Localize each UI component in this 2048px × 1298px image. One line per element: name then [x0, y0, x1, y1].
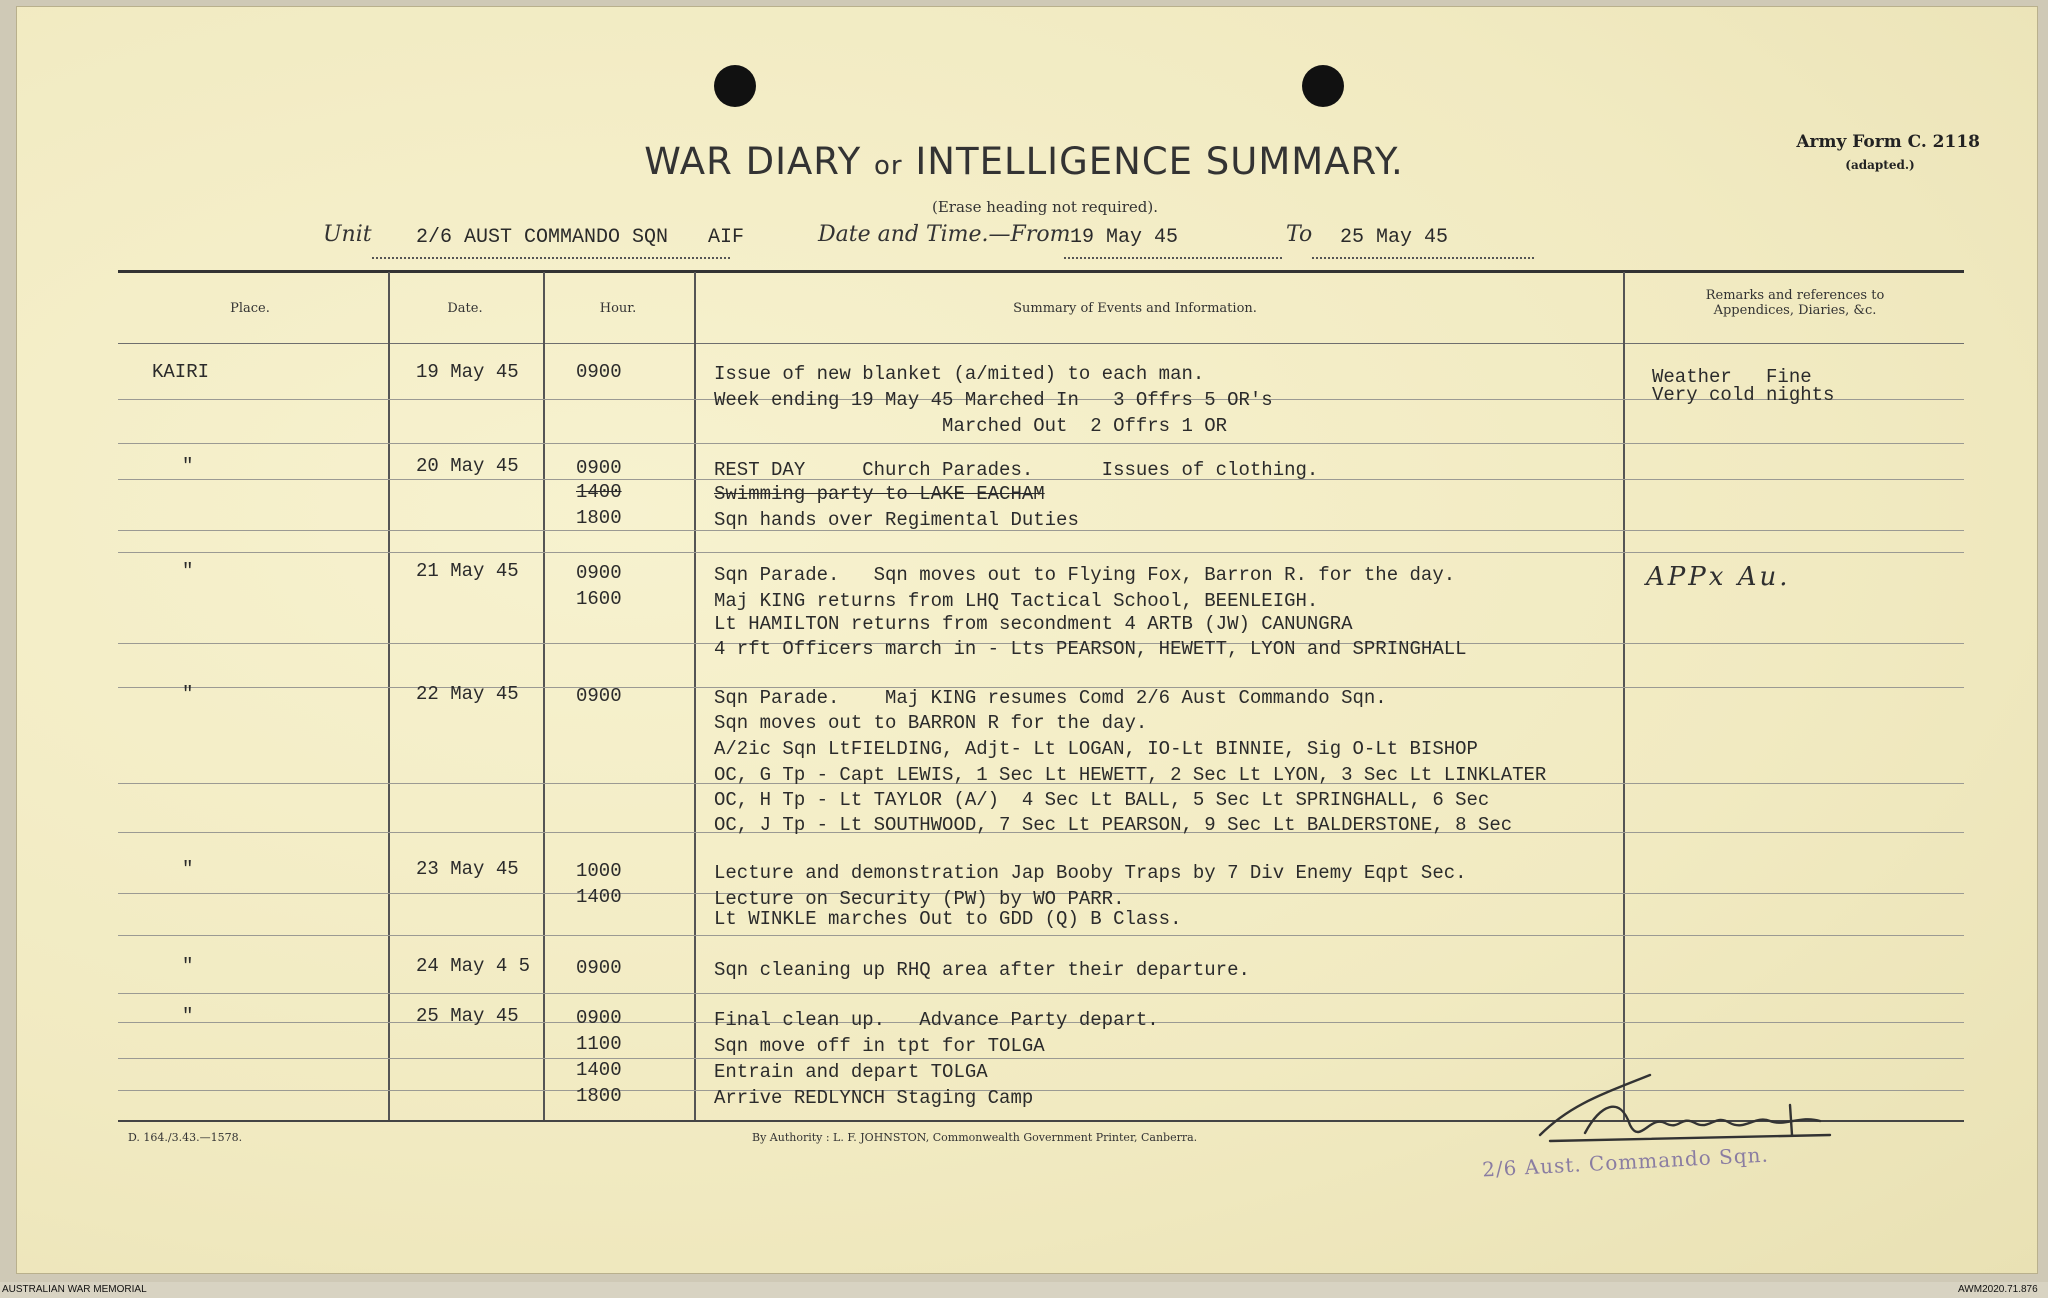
entry-remark: Very cold nights — [1652, 384, 1835, 406]
entry-place: " — [182, 560, 194, 582]
entry-summary-line: Marched Out 2 Offrs 1 OR — [714, 415, 1228, 437]
entry-date: 19 May 45 — [416, 361, 519, 383]
army-form-adapted: (adapted.) — [1845, 158, 1915, 172]
entry-hour: 1100 — [576, 1033, 622, 1055]
date-from-value: 19 May 45 — [1070, 226, 1179, 249]
entry-remark: Weather Fine — [1652, 366, 1812, 388]
handwritten-appendix-ref: APPx Au. — [1646, 562, 1791, 592]
entry-summary-line: Sqn move off in tpt for TOLGA — [714, 1035, 1045, 1057]
entry-hour: 0900 — [576, 685, 622, 707]
entry-date: 24 May 4 5 — [416, 955, 531, 977]
entry-hour: 0900 — [576, 361, 622, 383]
entry-summary-line: OC, J Tp - Lt SOUTHWOOD, 7 Sec Lt PEARSON, 9 Sec Lt BALDERSTONE, 8 Sec — [714, 814, 1513, 836]
entry-summary-line: Entrain and depart TOLGA — [714, 1061, 988, 1083]
date-time-label: Date and Time.—From — [818, 222, 1071, 247]
date-to-label: To — [1286, 222, 1313, 247]
entry-summary-line: Sqn hands over Regimental Duties — [714, 509, 1079, 531]
entry-summary-line: Issue of new blanket (a/mited) to each man. — [714, 363, 1205, 385]
form-title: WAR DIARY or INTELLIGENCE SUMMARY. — [644, 140, 1404, 183]
entry-date: 20 May 45 — [416, 455, 519, 477]
column-header-summary: Summary of Events and Information. — [1013, 301, 1257, 316]
entry-hour: 1400 — [576, 481, 622, 503]
entry-date: 23 May 45 — [416, 858, 519, 880]
column-header-hour: Hour. — [599, 301, 637, 316]
entry-summary-line: REST DAY Church Parades. Issues of clothing. — [714, 459, 1319, 481]
unit-dotted-line — [372, 257, 730, 259]
unit-value: 2/6 AUST COMMANDO SQN — [416, 226, 669, 249]
entry-hour: 1600 — [576, 588, 622, 610]
entry-summary-line: Sqn cleaning up RHQ area after their departure. — [714, 959, 1250, 981]
entry-summary-line: Final clean up. Advance Party depart. — [714, 1009, 1159, 1031]
entry-hour: 0900 — [576, 1007, 622, 1029]
entry-summary-line: A/2ic Sqn LtFIELDING, Adjt- Lt LOGAN, IO-Lt BINNIE, Sig O-Lt BISHOP — [714, 738, 1478, 760]
date-to-dotted-line — [1312, 257, 1534, 259]
printer-authority: By Authority : L. F. JOHNSTON, Commonwealth Government Printer, Canberra. — [752, 1131, 1198, 1144]
entry-hour: 0900 — [576, 457, 622, 479]
entry-hour: 1000 — [576, 860, 622, 882]
column-header-remarks: Remarks and references to Appendices, Diaries, &c. — [1705, 288, 1885, 318]
entry-summary-line: Week ending 19 May 45 Marched In 3 Offrs 5 OR's — [714, 389, 1273, 411]
entry-hour: 1400 — [576, 886, 622, 908]
entry-summary-line: OC, H Tp - Lt TAYLOR (A/) 4 Sec Lt BALL, 5 Sec Lt SPRINGHALL, 6 Sec — [714, 789, 1490, 811]
entry-place: " — [182, 1005, 194, 1027]
entry-date: 21 May 45 — [416, 560, 519, 582]
entry-summary-line: 4 rft Officers march in - Lts PEARSON, HEWETT, LYON and SPRINGHALL — [714, 638, 1467, 660]
table-top-rule — [118, 270, 1964, 273]
column-header-date: Date. — [447, 301, 483, 316]
punch-hole-right — [1302, 65, 1344, 107]
archive-reference: AWM2020.71.876 — [1958, 1284, 2038, 1295]
punch-hole-left — [714, 65, 756, 107]
entry-summary-line: Lecture and demonstration Jap Booby Traps by 7 Div Enemy Eqpt Sec. — [714, 862, 1467, 884]
entry-summary-line: OC, G Tp - Capt LEWIS, 1 Sec Lt HEWETT, 2 Sec Lt LYON, 3 Sec Lt LINKLATER — [714, 764, 1547, 786]
form-code: D. 164./3.43.—1578. — [128, 1131, 243, 1144]
entry-summary-line: Arrive REDLYNCH Staging Camp — [714, 1087, 1034, 1109]
entry-place: KAIRI — [152, 361, 210, 383]
entry-summary-line: Sqn Parade. Maj KING resumes Comd 2/6 Aust Commando Sqn. — [714, 687, 1387, 709]
entry-hour: 1800 — [576, 1085, 622, 1107]
entry-date: 22 May 45 — [416, 683, 519, 705]
date-from-dotted-line — [1064, 257, 1282, 259]
archive-credit: AUSTRALIAN WAR MEMORIAL — [2, 1284, 147, 1295]
unit-label: Unit — [323, 222, 372, 247]
date-to-value: 25 May 45 — [1340, 226, 1449, 249]
unit-suffix: AIF — [708, 226, 745, 249]
entry-hour: 1400 — [576, 1059, 622, 1081]
entry-hour: 1800 — [576, 507, 622, 529]
entry-summary-line: Sqn moves out to BARRON R for the day. — [714, 712, 1148, 734]
entry-date: 25 May 45 — [416, 1005, 519, 1027]
header-rule — [118, 343, 1964, 344]
entry-place: " — [182, 955, 194, 977]
army-form-number: Army Form C. 2118 — [1796, 132, 1980, 152]
column-header-place: Place. — [230, 301, 270, 316]
entry-place: " — [182, 858, 194, 880]
entry-summary-line: Lt HAMILTON returns from secondment 4 ARTB (JW) CANUNGRA — [714, 613, 1353, 635]
entry-hour: 0900 — [576, 957, 622, 979]
entry-summary-line: Swimming party to LAKE EACHAM — [714, 483, 1045, 505]
entry-summary-line: Maj KING returns from LHQ Tactical School, BEENLEIGH. — [714, 590, 1319, 612]
unit-stamp: 2/6 Aust. Commando Sqn. — [1481, 1142, 1770, 1182]
entry-hour: 0900 — [576, 562, 622, 584]
signature — [1530, 1065, 1890, 1155]
entry-summary-line: Lt WINKLE marches Out to GDD (Q) B Class. — [714, 908, 1182, 930]
entry-summary-line: Sqn Parade. Sqn moves out to Flying Fox, Barron R. for the day. — [714, 564, 1456, 586]
erase-note: (Erase heading not required). — [931, 198, 1159, 216]
entry-place: " — [182, 683, 194, 705]
entry-place: " — [182, 455, 194, 477]
entry-summary-line: Lecture on Security (PW) by WO PARR. — [714, 888, 1125, 910]
